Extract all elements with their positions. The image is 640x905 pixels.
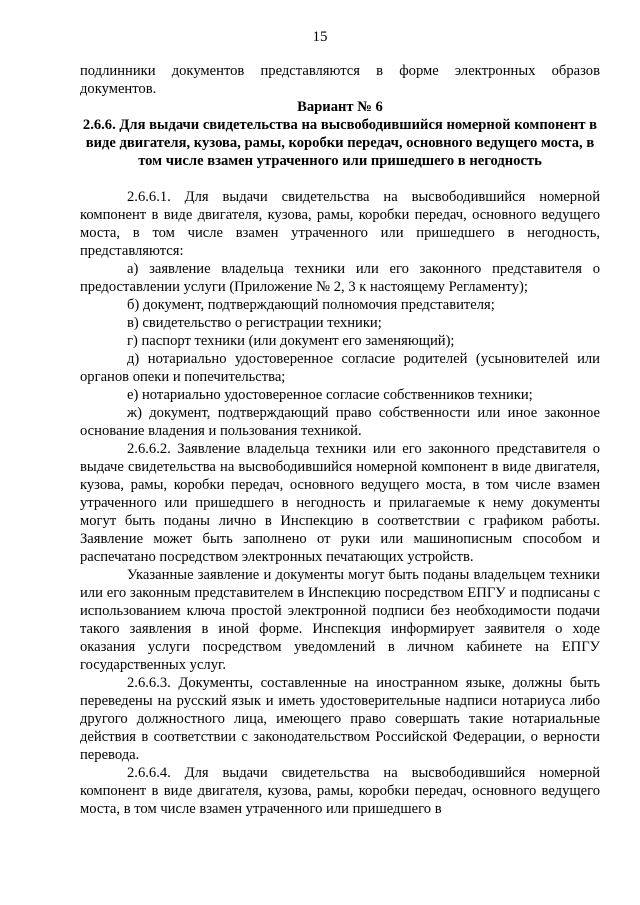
paragraph-epgu: Указанные заявление и документы могут быть поданы владельцем техники или его законным представителем в Инспекцию посредством ЕПГУ и подписаны с использованием ключа простой электронной подписи без необходимости подачи такого заявления в иной форме. Инспекция информирует заявителя о ходе оказания услуги посредством уведомлений в личном кабинете на ЕПГУ государственных услуг. <box>80 567 600 673</box>
variant-title: Вариант № 6 <box>297 99 383 115</box>
list-item-a: а) заявление владельца техники или его законного представителя о предоставлении услуги (Приложение № 2, 3 к настоящему Регламенту); <box>80 261 600 295</box>
paragraph-2-6-6-3: 2.6.6.3. Документы, составленные на иностранном языке, должны быть переведены на русский язык и иметь удостоверительные надписи нотариуса либо другого должностного лица, имеющего право совершать такие нотариальные действия в соответствии с законодательством Российской Федерации, о верности перевода. <box>80 675 600 763</box>
paragraph-intro: подлинники документов представляются в форме электронных образов документов. <box>80 63 600 97</box>
list-item-g: ж) документ, подтверждающий право собственности или иное законное основание владения и пользования техникой. <box>80 405 600 439</box>
paragraph-2-6-6-2: 2.6.6.2. Заявление владельца техники или его законного представителя о выдаче свидетельства на высвободившийся номерной компонент в виде двигателя, кузова, рамы, коробки передач, основного ведущего моста, в том числе взамен утраченного или пришедшего в негодность и прилагаемые к нему документы могут быть поданы лично в Инспекцию в соответствии с графиком работы. Заявление может быть заполнено от руки или машинописным способом и распечатано посредством электронных печатающих устройств. <box>80 441 600 565</box>
section-heading: 2.6.6. Для выдачи свидетельства на высвободившийся номерной компонент в виде двигателя, кузова, рамы, коробки передач, основного ведущего моста, в том числе взамен утраченного или пришедшего в негодность <box>82 117 598 169</box>
paragraph-2-6-6-4: 2.6.6.4. Для выдачи свидетельства на высвободившийся номерной компонент в виде двигателя, кузова, рамы, коробки передач, основного ведущего моста, в том числе взамен утраченного или пришедшего в <box>80 765 600 817</box>
document-body <box>80 62 600 818</box>
list-item-d: г) паспорт техники (или документ его заменяющий); <box>127 333 455 349</box>
list-item-f: е) нотариально удостоверенное согласие собственников техники; <box>127 387 533 403</box>
paragraph-2-6-6-1: 2.6.6.1. Для выдачи свидетельства на высвободившийся номерной компонент в виде двигателя, кузова, рамы, коробки передач, основного ведущего моста, в том числе взамен утраченного или пришедшего в негодность, представляются: <box>80 189 600 259</box>
spacer <box>80 170 600 188</box>
page-number: 15 <box>312 29 328 45</box>
list-item-c: в) свидетельство о регистрации техники; <box>127 315 382 331</box>
list-item-e: д) нотариально удостоверенное согласие родителей (усыновителей или органов опеки и попечительства; <box>80 351 600 385</box>
list-item-b: б) документ, подтверждающий полномочия представителя; <box>127 297 495 313</box>
